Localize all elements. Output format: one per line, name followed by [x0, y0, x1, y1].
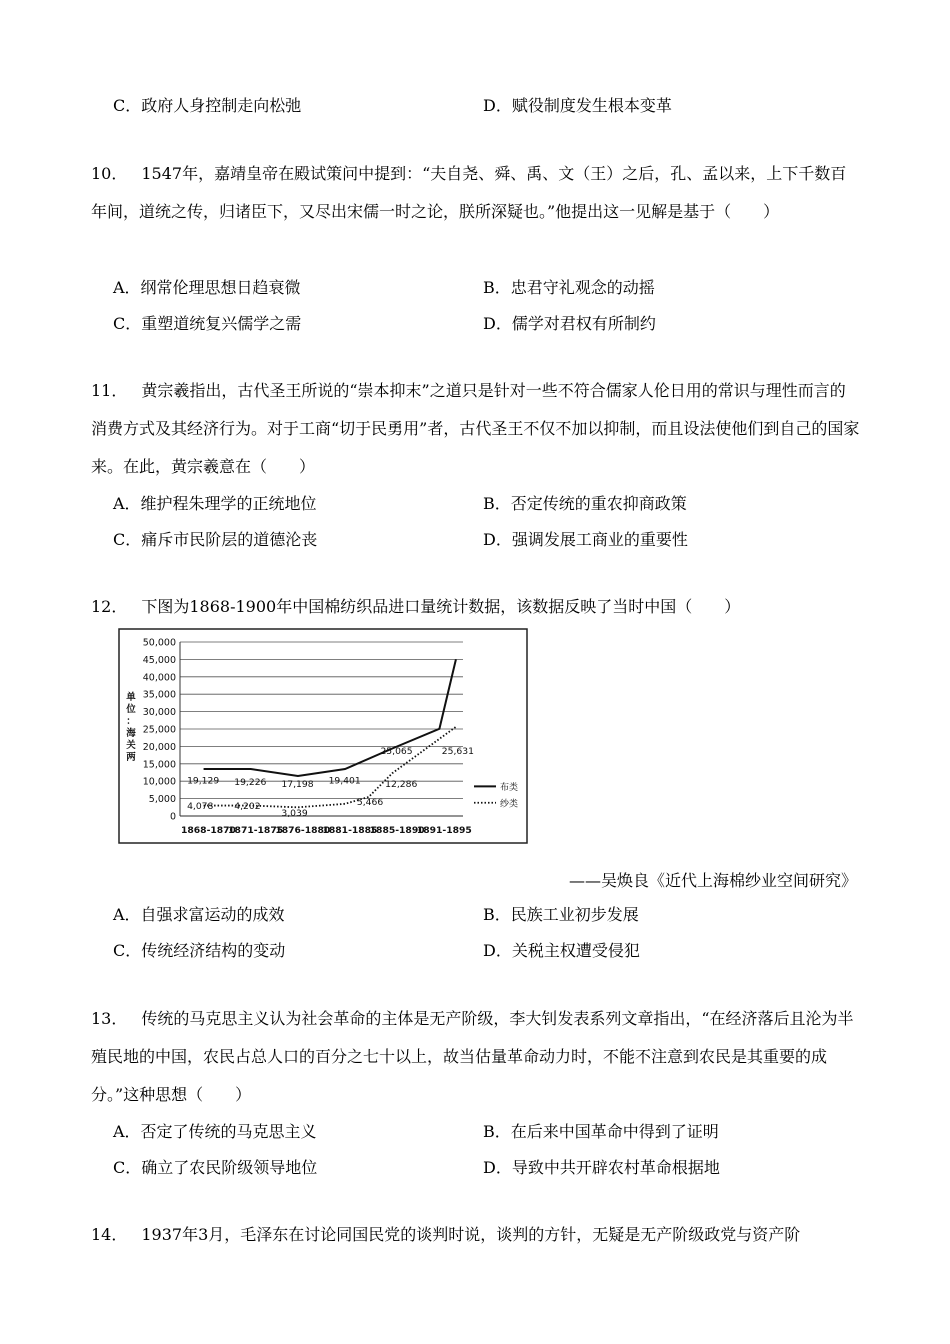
cotton-import-chart [118, 628, 528, 844]
x-tick-label: 1881-1885 [322, 825, 378, 836]
q13-option-d: D．导致中共开辟农村革命根据地 [483, 1158, 720, 1177]
q10-option-d: D．儒学对君权有所制约 [483, 314, 656, 333]
y-tick-label: 25,000 [142, 724, 176, 736]
data-label: 4,202 [234, 800, 261, 812]
question-13-stem [91, 1000, 861, 1114]
y-axis-label-char: 关 [126, 740, 136, 751]
q9-option-d: D．赋役制度发生根本变革 [483, 96, 672, 115]
y-tick-label: 40,000 [142, 672, 176, 684]
question-10-text: 1547年，嘉靖皇帝在殿试策问中提到：“夫自尧、舜、禹、文（王）之后，孔、孟以来，上下千数百年间，道统之传，归诸臣下，又尽出宋儒一时之论，朕所深疑也。”他提出这一见解是基于（ ） [91, 164, 847, 221]
x-tick-label: 1871-1875 [228, 825, 284, 836]
legend-label: 布类 [500, 782, 519, 793]
y-tick-label: 5,000 [148, 794, 176, 806]
data-label: 25,065 [380, 745, 413, 757]
x-tick-label: 1891-1895 [416, 825, 472, 836]
data-label: 17,198 [281, 778, 314, 790]
q13-option-a: A．否定了传统的马克思主义 [113, 1122, 317, 1141]
q12-option-d: D．关税主权遭受侵犯 [483, 941, 640, 960]
data-label: 3,039 [281, 807, 308, 819]
data-label: 19,226 [234, 777, 267, 789]
legend-label: 纱类 [500, 799, 519, 810]
y-tick-label: 15,000 [142, 759, 176, 771]
q11-option-a: A．维护程朱理学的正统地位 [113, 494, 317, 513]
y-tick-label: 10,000 [142, 776, 176, 788]
question-12-stem [91, 588, 861, 626]
y-tick-label: 35,000 [142, 689, 176, 701]
y-axis-label-char: 单 [126, 692, 136, 703]
question-10-number: 10． [91, 164, 128, 183]
x-tick-label: 1876-1880 [275, 825, 331, 836]
y-axis-label-char: 海 [126, 728, 136, 739]
data-label: 19,401 [328, 775, 361, 787]
y-tick-label: 20,000 [142, 741, 176, 753]
q11-option-d: D．强调发展工商业的重要性 [483, 530, 688, 549]
q9-option-c: C．政府人身控制走向松弛 [113, 96, 302, 115]
data-label: 12,286 [385, 778, 418, 790]
q12-option-a: A．自强求富运动的成效 [113, 905, 285, 924]
question-11-number: 11． [91, 381, 128, 400]
x-tick-label: 1868-1870 [181, 825, 236, 836]
y-tick-label: 0 [169, 811, 176, 823]
question-11-text: 黄宗羲指出，古代圣王所说的“崇本抑末”之道只是针对一些不符合儒家人伦日用的常识与理性而言的消费方式及其经济行为。对于工商“切于民勇用”者，古代圣王不仅不加以抑制，而且设法使他们到自己的国家来。在此，黄宗羲意在（ ） [91, 381, 860, 476]
y-axis-label-char: ： [126, 716, 136, 727]
q12-option-c: C．传统经济结构的变动 [113, 941, 286, 960]
question-12-text: 下图为1868-1900年中国棉纺织品进口量统计数据，该数据反映了当时中国（ ） [141, 597, 741, 616]
y-tick-label: 45,000 [142, 654, 176, 666]
y-axis-label-char: 位 [126, 704, 136, 715]
question-10-stem [91, 155, 861, 231]
q13-option-c: C．确立了农民阶级领导地位 [113, 1158, 318, 1177]
data-label: 25,631 [441, 745, 474, 757]
q10-option-c: C．重塑道统复兴儒学之需 [113, 314, 302, 333]
q10-option-a: A．纲常伦理思想日趋衰微 [113, 278, 301, 297]
q10-option-b: B．忠君守礼观念的动摇 [483, 278, 655, 297]
question-13-number: 13． [91, 1009, 128, 1028]
q11-option-b: B．否定传统的重农抑商政策 [483, 494, 687, 513]
chart-source: ——吴焕良《近代上海棉纱业空间研究》 [568, 871, 857, 890]
question-13-text: 传统的马克思主义认为社会革命的主体是无产阶级，李大钊发表系列文章指出，“在经济落后且沦为半殖民地的中国，农民占总人口的百分之七十以上，故当估量革命动力时，不能不注意到农民是其重要的成分。”这种思想（ ） [91, 1009, 854, 1104]
chart-svg [118, 628, 528, 844]
data-label: 19,129 [187, 775, 220, 787]
question-12-number: 12． [91, 597, 128, 616]
question-11-stem [91, 372, 861, 486]
y-axis-label-char: 两 [126, 752, 136, 763]
q11-option-c: C．痛斥市民阶层的道德沦丧 [113, 530, 318, 549]
question-14-stem [91, 1216, 861, 1254]
q13-option-b: B．在后来中国革命中得到了证明 [483, 1122, 719, 1141]
question-14-number: 14． [91, 1225, 128, 1244]
y-tick-label: 50,000 [142, 637, 176, 649]
y-tick-label: 30,000 [142, 707, 176, 719]
x-tick-label: 1885-1890 [369, 825, 425, 836]
data-label: 4,078 [187, 800, 214, 812]
question-14-text: 1937年3月，毛泽东在讨论同国民党的谈判时说，谈判的方针，无疑是无产阶级政党与资产阶 [141, 1225, 801, 1244]
data-label: 5,466 [356, 797, 384, 809]
q12-option-b: B．民族工业初步发展 [483, 905, 639, 924]
